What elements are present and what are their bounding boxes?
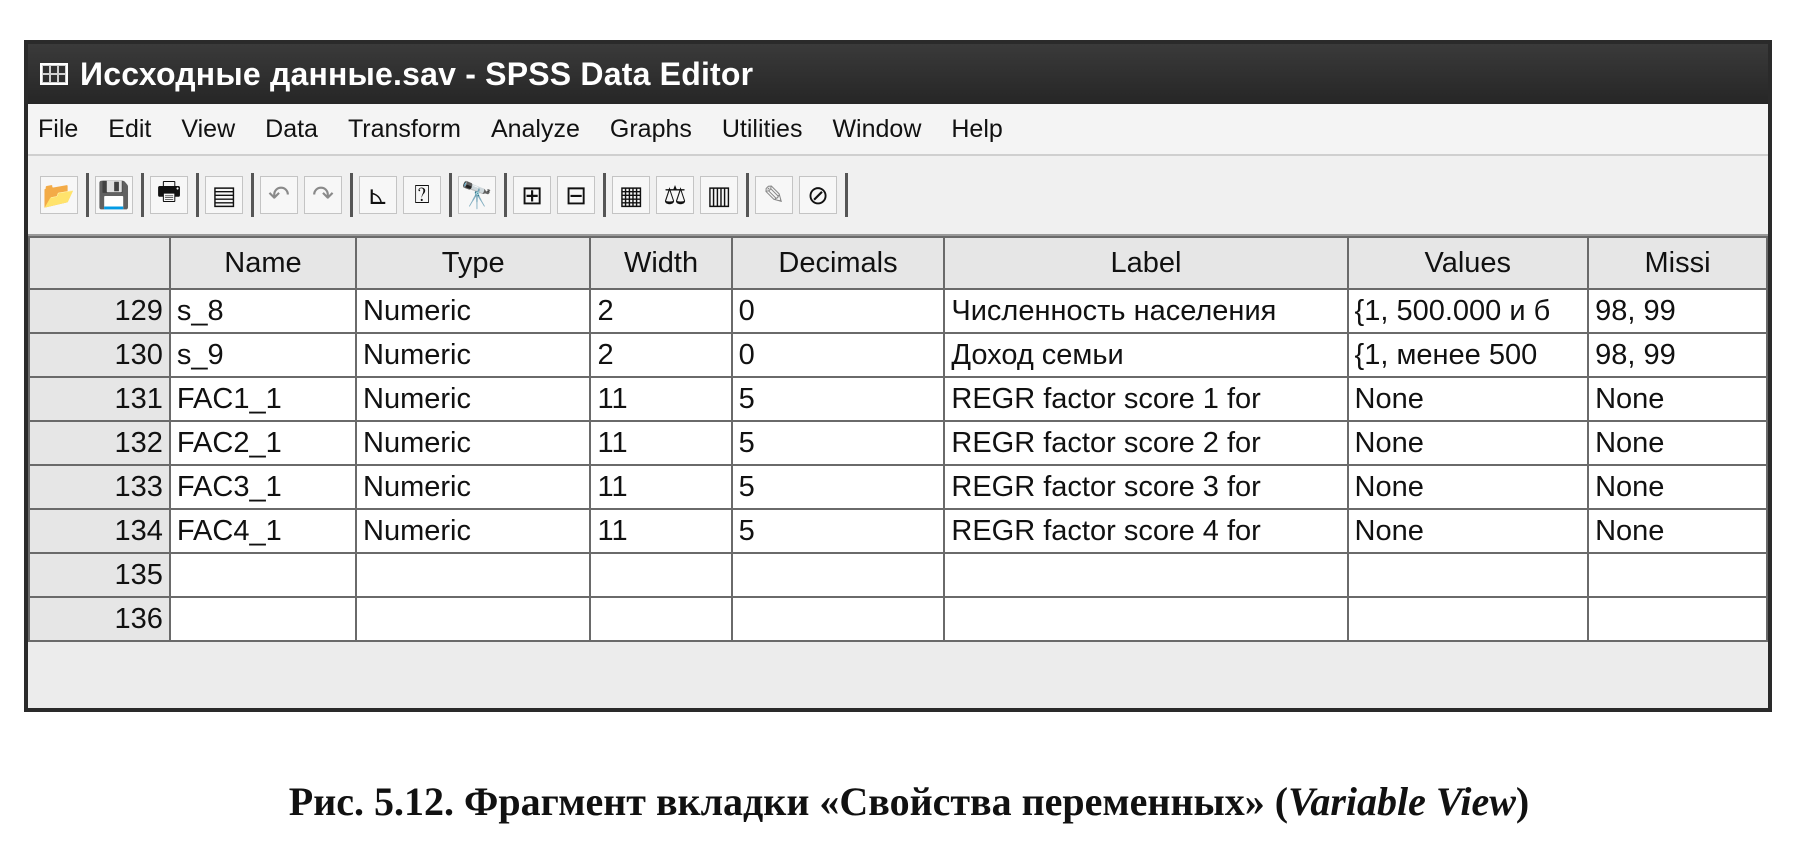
- cell-values[interactable]: None: [1348, 465, 1589, 509]
- toolbar-separator: [746, 173, 749, 217]
- cell-decimals[interactable]: 5: [732, 465, 945, 509]
- column-header-label[interactable]: Label: [944, 237, 1347, 289]
- cell-values[interactable]: [1348, 553, 1589, 597]
- cell-width[interactable]: 11: [590, 465, 731, 509]
- menu-utilities[interactable]: Utilities: [721, 114, 803, 143]
- row-number[interactable]: 134: [29, 509, 170, 553]
- cell-label[interactable]: REGR factor score 2 for: [944, 421, 1347, 465]
- redo-icon[interactable]: ↷: [304, 176, 342, 214]
- menu-analyze[interactable]: Analyze: [490, 114, 580, 143]
- column-header-row: [29, 237, 1767, 289]
- goto-case-icon[interactable]: ⍰: [403, 176, 441, 214]
- toolbar-separator: [845, 173, 848, 217]
- menu-data[interactable]: Data: [265, 114, 318, 143]
- select-cases-icon[interactable]: ▥: [700, 176, 738, 214]
- spss-data-editor-window: [24, 40, 1772, 712]
- cell-name[interactable]: s_9: [170, 333, 356, 377]
- cell-decimals[interactable]: [732, 553, 945, 597]
- toolbar-separator: [449, 173, 452, 217]
- row-number[interactable]: 131: [29, 377, 170, 421]
- figure-caption: [0, 778, 1818, 825]
- row-number[interactable]: 136: [29, 597, 170, 641]
- cell-name[interactable]: FAC3_1: [170, 465, 356, 509]
- cell-label[interactable]: REGR factor score 4 for: [944, 509, 1347, 553]
- cell-missi[interactable]: None: [1588, 509, 1767, 553]
- cell-width[interactable]: 11: [590, 421, 731, 465]
- cell-width[interactable]: 11: [590, 509, 731, 553]
- toolbar-separator: [196, 173, 199, 217]
- row-number[interactable]: 132: [29, 421, 170, 465]
- cell-values[interactable]: {1, менее 500: [1348, 333, 1589, 377]
- cell-type[interactable]: Numeric: [356, 509, 590, 553]
- variable-view-grid: [28, 236, 1768, 642]
- column-header-values[interactable]: Values: [1348, 237, 1589, 289]
- table-row: [29, 333, 1767, 377]
- use-sets-icon[interactable]: ⊘: [799, 176, 837, 214]
- cell-missi[interactable]: [1588, 597, 1767, 641]
- row-number[interactable]: 129: [29, 289, 170, 333]
- split-file-icon[interactable]: ▦: [612, 176, 650, 214]
- cell-type[interactable]: [356, 553, 590, 597]
- menu-graphs[interactable]: Graphs: [609, 114, 692, 143]
- cell-missi[interactable]: None: [1588, 465, 1767, 509]
- menu-transform[interactable]: Transform: [347, 114, 461, 143]
- toolbar-separator: [504, 173, 507, 217]
- caption-suffix: ): [1515, 779, 1530, 824]
- toolbar-separator: [603, 173, 606, 217]
- cell-decimals[interactable]: 5: [732, 377, 945, 421]
- cell-missi[interactable]: None: [1588, 377, 1767, 421]
- table-row: [29, 289, 1767, 333]
- menu-file[interactable]: File: [38, 114, 79, 143]
- spreadsheet-icon: [40, 63, 68, 85]
- cell-values[interactable]: None: [1348, 377, 1589, 421]
- menu-bar: [28, 104, 1768, 156]
- table-row: [29, 597, 1767, 641]
- cell-decimals[interactable]: 5: [732, 421, 945, 465]
- cell-width[interactable]: 2: [590, 333, 731, 377]
- find-icon[interactable]: 🔭: [458, 176, 496, 214]
- table-row: [29, 553, 1767, 597]
- cell-width[interactable]: [590, 597, 731, 641]
- cell-label[interactable]: REGR factor score 3 for: [944, 465, 1347, 509]
- cell-values[interactable]: None: [1348, 509, 1589, 553]
- row-number[interactable]: 130: [29, 333, 170, 377]
- toolbar-separator: [141, 173, 144, 217]
- cell-label[interactable]: Численность населения: [944, 289, 1347, 333]
- cell-type[interactable]: Numeric: [356, 421, 590, 465]
- corner-cell[interactable]: [29, 237, 170, 289]
- insert-case-icon[interactable]: ⊞: [513, 176, 551, 214]
- column-header-width[interactable]: Width: [590, 237, 731, 289]
- open-icon[interactable]: 📂: [40, 176, 78, 214]
- cell-missi[interactable]: None: [1588, 421, 1767, 465]
- goto-chart-icon[interactable]: ⊾: [359, 176, 397, 214]
- undo-icon[interactable]: ↶: [260, 176, 298, 214]
- cell-type[interactable]: Numeric: [356, 289, 590, 333]
- print-icon[interactable]: 🖶: [150, 176, 188, 214]
- cell-decimals[interactable]: [732, 597, 945, 641]
- cell-decimals[interactable]: 5: [732, 509, 945, 553]
- cell-name[interactable]: [170, 597, 356, 641]
- window-title: Иссходные данные.sav - SPSS Data Editor: [80, 55, 754, 92]
- cell-decimals[interactable]: 0: [732, 333, 945, 377]
- caption-prefix: Рис. 5.12. Фрагмент вкладки «Свойства переменных» (: [288, 779, 1289, 824]
- toolbar: [28, 156, 1768, 236]
- cell-values[interactable]: [1348, 597, 1589, 641]
- cell-label[interactable]: REGR factor score 1 for: [944, 377, 1347, 421]
- cell-type[interactable]: [356, 597, 590, 641]
- row-number[interactable]: 135: [29, 553, 170, 597]
- cell-name[interactable]: FAC1_1: [170, 377, 356, 421]
- cell-values[interactable]: {1, 500.000 и б: [1348, 289, 1589, 333]
- cell-name[interactable]: s_8: [170, 289, 356, 333]
- cell-type[interactable]: Numeric: [356, 377, 590, 421]
- cell-width[interactable]: [590, 553, 731, 597]
- cell-name[interactable]: FAC2_1: [170, 421, 356, 465]
- cell-type[interactable]: Numeric: [356, 333, 590, 377]
- cell-decimals[interactable]: 0: [732, 289, 945, 333]
- column-header-name[interactable]: Name: [170, 237, 356, 289]
- menu-edit[interactable]: Edit: [108, 114, 152, 143]
- cell-type[interactable]: Numeric: [356, 465, 590, 509]
- cell-width[interactable]: 2: [590, 289, 731, 333]
- insert-variable-icon[interactable]: ⊟: [557, 176, 595, 214]
- dialog-recall-icon[interactable]: ▤: [205, 176, 243, 214]
- column-header-decimals[interactable]: Decimals: [732, 237, 945, 289]
- table-row: [29, 377, 1767, 421]
- column-header-missi[interactable]: Missi: [1588, 237, 1767, 289]
- cell-name[interactable]: [170, 553, 356, 597]
- menu-window[interactable]: Window: [832, 114, 922, 143]
- row-number[interactable]: 133: [29, 465, 170, 509]
- menu-view[interactable]: View: [181, 114, 236, 143]
- menu-help[interactable]: Help: [951, 114, 1003, 143]
- cell-values[interactable]: None: [1348, 421, 1589, 465]
- cell-name[interactable]: FAC4_1: [170, 509, 356, 553]
- save-icon[interactable]: 💾: [95, 176, 133, 214]
- table-row: [29, 509, 1767, 553]
- value-labels-icon[interactable]: ✎: [755, 176, 793, 214]
- column-header-type[interactable]: Type: [356, 237, 590, 289]
- toolbar-separator: [251, 173, 254, 217]
- cell-label[interactable]: [944, 597, 1347, 641]
- caption-italic: Variable View: [1288, 779, 1516, 824]
- toolbar-separator: [350, 173, 353, 217]
- table-row: [29, 421, 1767, 465]
- title-bar[interactable]: [28, 44, 1768, 104]
- cell-width[interactable]: 11: [590, 377, 731, 421]
- cell-label[interactable]: [944, 553, 1347, 597]
- cell-missi[interactable]: 98, 99: [1588, 289, 1767, 333]
- cell-missi[interactable]: 98, 99: [1588, 333, 1767, 377]
- weight-cases-icon[interactable]: ⚖: [656, 176, 694, 214]
- cell-label[interactable]: Доход семьи: [944, 333, 1347, 377]
- table-row: [29, 465, 1767, 509]
- toolbar-separator: [86, 173, 89, 217]
- cell-missi[interactable]: [1588, 553, 1767, 597]
